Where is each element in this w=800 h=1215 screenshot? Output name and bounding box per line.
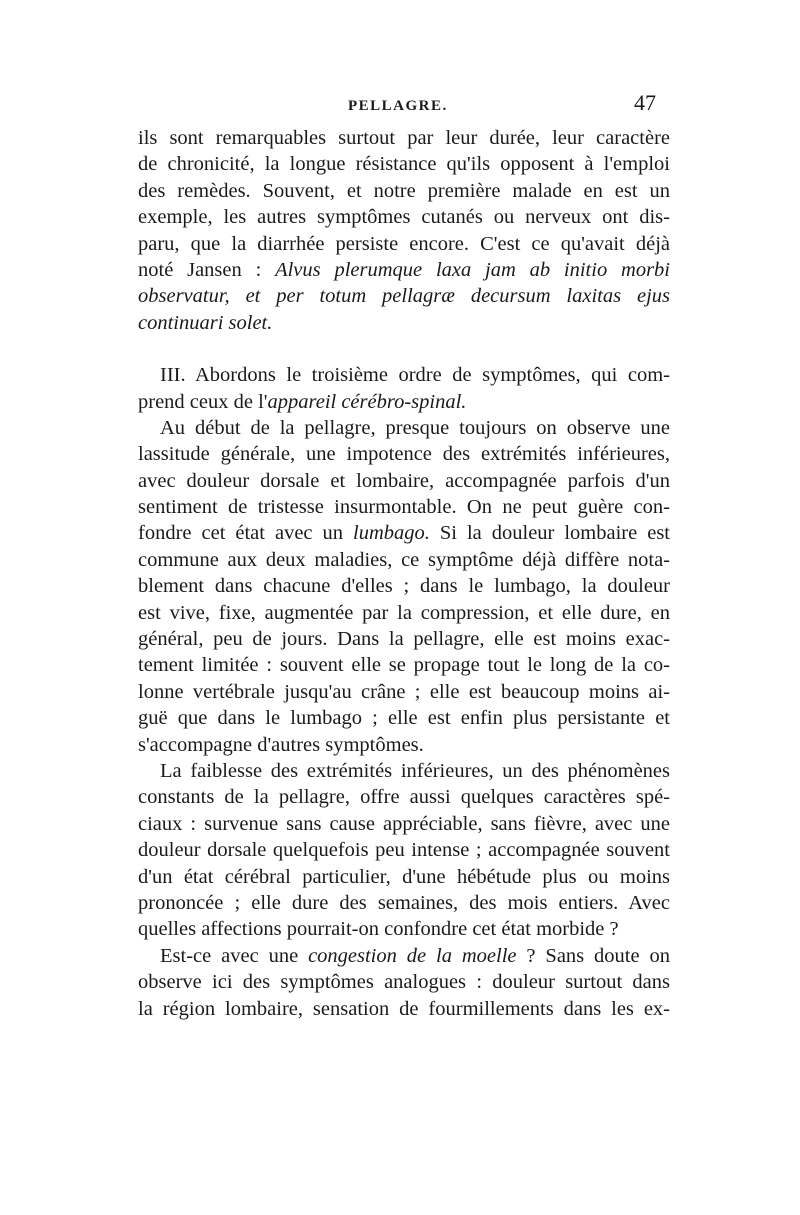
italic-phrase: congestion de la moelle — [308, 944, 517, 967]
text-line: est vive, fixe, augmentée par la compression, et elle dure, en — [138, 601, 670, 624]
page-body — [138, 125, 670, 1022]
text-line — [138, 283, 670, 309]
text-line: douleur dorsale quelquefois peu intense ; accompagnée souvent — [138, 839, 670, 862]
text-line: guë que dans le lumbago ; elle est enfin plus persistante et — [138, 707, 670, 730]
text-line: noté Jansen : Alvus plerumque laxa jam ab initio morbi — [138, 258, 670, 281]
italic-phrase: Alvus plerumque laxa jam ab initio morbi — [275, 258, 670, 281]
italic-phrase: lumbago. — [353, 522, 430, 545]
text-line: commune aux deux maladies, ce symptôme déjà diffère nota- — [138, 548, 670, 571]
text-line: s'accompagne d'autres symptômes. — [138, 733, 424, 756]
italic-phrase: observatur, et per totum pellagræ decursum laxitas ejus — [138, 285, 670, 308]
text-line: ils sont remarquables surtout par leur durée, leur caractère — [138, 127, 670, 149]
text-line: des remèdes. Souvent, et notre première malade en est un — [138, 179, 670, 202]
text-line: Au début de la pellagre, presque toujours on observe une — [160, 416, 670, 439]
text-line: sentiment de tristesse insurmontable. On ne peut guère con- — [138, 496, 670, 519]
text-line: La faiblesse des extrémités inférieures, un des phénomènes — [160, 759, 670, 782]
text-line: de chronicité, la longue résistance qu'ils opposent à l'emploi — [138, 153, 670, 176]
text-line: avec douleur dorsale et lombaire, accompagnée parfois d'un — [138, 469, 670, 492]
page-number: 47 — [634, 90, 656, 115]
text-line: la région lombaire, sensation de fourmillements dans les ex- — [138, 997, 670, 1020]
text-line — [138, 310, 670, 336]
section-heading-line: III. Abordons le troisième ordre de symptômes, qui com- — [160, 364, 670, 387]
text-line: lassitude générale, une impotence des extrémités inférieures, — [138, 443, 670, 466]
text-line: prend ceux de l'appareil cérébro-spinal. — [138, 390, 467, 413]
italic-phrase: appareil cérébro-spinal. — [267, 390, 467, 413]
text-line: général, peu de jours. Dans la pellagre, elle est moins exac- — [138, 628, 670, 651]
text-line: prononcée ; elle dure des semaines, des mois entiers. Avec — [138, 891, 670, 914]
text-line: lonne vertébrale jusqu'au crâne ; elle est beaucoup moins ai- — [138, 680, 670, 703]
running-head — [138, 90, 658, 120]
text-line: paru, que la diarrhée persiste encore. C'est ce qu'avait déjà — [138, 232, 670, 255]
text-line: blement dans chacune d'elles ; dans le lumbago, la douleur — [138, 575, 670, 598]
italic-phrase: continuari solet. — [138, 311, 273, 334]
text-line: exemple, les autres symptômes cutanés ou nerveux ont dis- — [138, 206, 670, 229]
text-line: observe ici des symptômes analogues : douleur surtout dans — [138, 971, 670, 994]
paragraph-gap — [138, 336, 670, 362]
text-line: ciaux : survenue sans cause appréciable, sans fièvre, avec une — [138, 812, 670, 835]
text-line: Est-ce avec une congestion de la moelle ? Sans doute on — [160, 944, 670, 967]
text-line: fondre cet état avec un lumbago. Si la douleur lombaire est — [138, 522, 670, 545]
running-title: PELLAGRE. — [348, 98, 448, 114]
text-line: d'un état cérébral particulier, d'une hébétude plus ou moins — [138, 865, 670, 888]
text-line: quelles affections pourrait-on confondre cet état morbide ? — [138, 918, 619, 941]
text-line: tement limitée : souvent elle se propage tout le long de la co- — [138, 654, 670, 677]
text-line: constants de la pellagre, offre aussi quelques caractères spé- — [138, 786, 670, 809]
